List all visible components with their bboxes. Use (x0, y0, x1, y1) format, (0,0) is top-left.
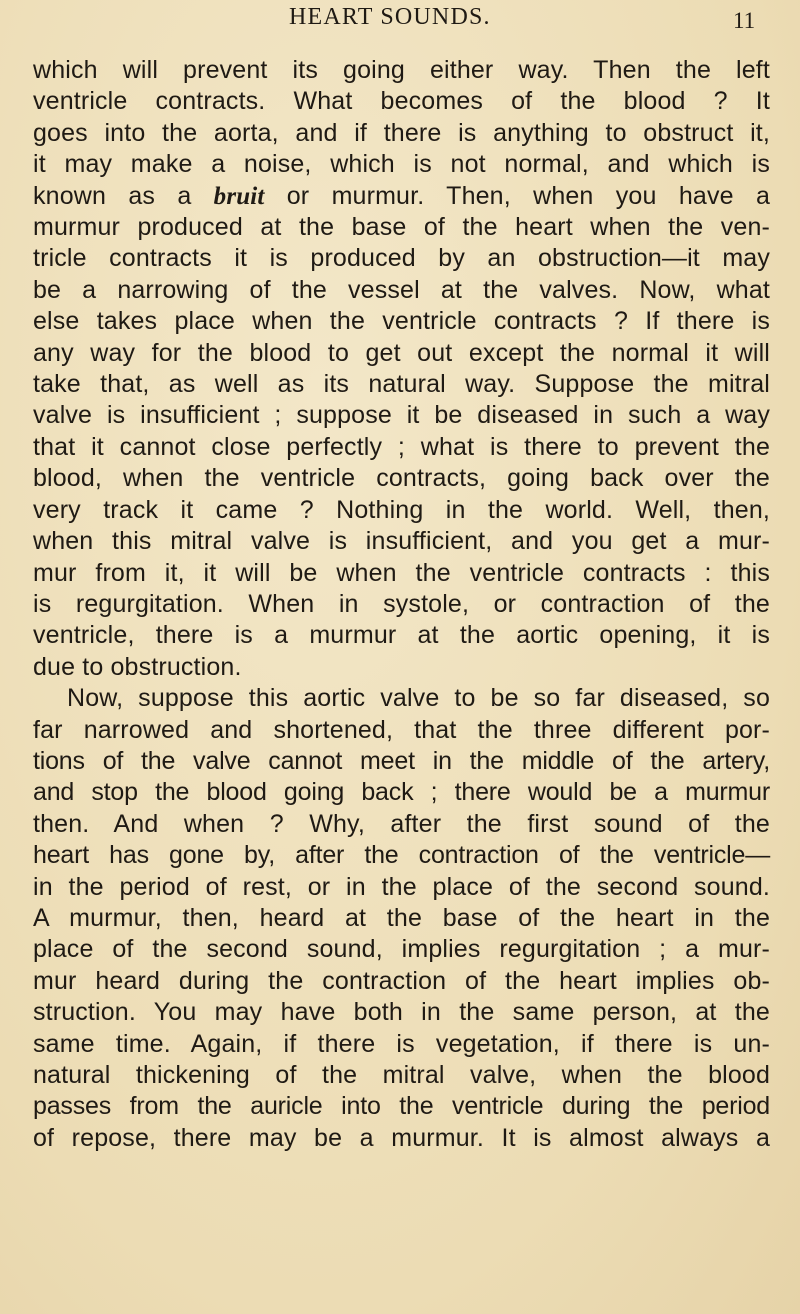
text-line: Now, suppose this aortic valve to be so far diseased, so (67, 684, 770, 713)
text-line: same time. Again, if there is vegetation, if there is un- (33, 1029, 770, 1058)
text-line: mur from it, it will be when the ventricle contracts : this (33, 558, 770, 587)
text-line: tricle contracts it is produced by an obstruction—it may (33, 244, 770, 273)
text-segment: known as a (33, 181, 214, 210)
text-segment: or murmur. Then, when you have a (264, 181, 771, 210)
text-line (33, 181, 770, 212)
text-line: that it cannot close perfectly ; what is there to prevent the (33, 432, 770, 461)
italic-term: bruit (213, 182, 265, 210)
text-line: natural thickening of the mitral valve, when the blood (33, 1061, 770, 1089)
text-line: ventricle contracts. What becomes of the blood ? It (33, 87, 770, 116)
text-line: which will prevent its going either way. Then the left (33, 56, 770, 84)
text-line: else takes place when the ventricle contracts ? If there is (33, 307, 770, 336)
text-line: of repose, there may be a murmur. It is almost always a (33, 1123, 770, 1152)
text-line: struction. You may have both in the same person, at the (33, 998, 770, 1027)
text-line: any way for the blood to get out except the normal it will (33, 338, 770, 367)
text-line: passes from the auricle into the ventricle during the period (33, 1092, 770, 1121)
text-line: blood, when the ventricle contracts, going back over the (33, 464, 770, 493)
text-line: murmur produced at the base of the heart when the ven- (33, 213, 770, 242)
text-line: then. And when ? Why, after the first sound of the (33, 809, 770, 838)
text-line: when this mitral valve is insufficient, and you get a mur- (33, 527, 770, 556)
text-line: it may make a noise, which is not normal, and which is (33, 150, 770, 179)
text-line: very track it came ? Nothing in the world. Well, then, (33, 495, 770, 524)
text-line: in the period of rest, or in the place of the second sound. (33, 872, 770, 901)
text-line: ventricle, there is a murmur at the aortic opening, it is (33, 621, 770, 650)
text-line: tions of the valve cannot meet in the middle of the artery, (33, 746, 770, 775)
page-number: 11 (733, 8, 756, 33)
body-text (33, 55, 770, 1154)
text-line: due to obstruction. (33, 652, 242, 681)
text-line: and stop the blood going back ; there would be a murmur (33, 778, 770, 807)
text-line: goes into the aorta, and if there is anything to obstruct it, (33, 118, 770, 147)
text-line: be a narrowing of the vessel at the valves. Now, what (33, 275, 770, 304)
text-line: A murmur, then, heard at the base of the heart in the (33, 903, 770, 932)
text-line: place of the second sound, implies regurgitation ; a mur- (33, 935, 770, 964)
text-line: is regurgitation. When in systole, or contraction of the (33, 589, 770, 618)
text-line: far narrowed and shortened, that the three different por- (33, 715, 770, 744)
chapter-title: HEART SOUNDS. (289, 4, 491, 30)
text-line: valve is insufficient ; suppose it be diseased in such a way (33, 401, 770, 430)
text-line: take that, as well as its natural way. Suppose the mitral (33, 370, 770, 399)
text-line: mur heard during the contraction of the heart implies ob- (33, 966, 770, 995)
running-head (0, 2, 800, 32)
text-line: heart has gone by, after the contraction of the ventricle— (33, 841, 770, 870)
